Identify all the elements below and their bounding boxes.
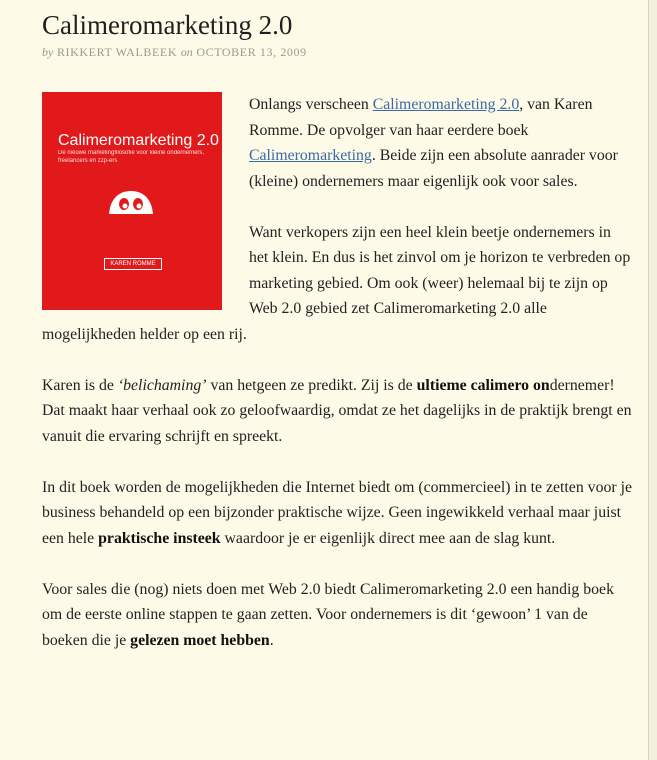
link-calimeromarketing[interactable]: Calimeromarketing — [249, 147, 372, 164]
p3-text-1: Karen is de — [42, 376, 118, 394]
cover-title: Calimeromarketing 2.0 — [58, 132, 219, 149]
p1-text-3: . Beide zijn een absolute aanrader voor (kleine) ondernemers maar eigenlijk ook voor sales. — [249, 147, 618, 190]
p5-bold: gelezen moet hebben — [130, 631, 270, 649]
cover-subtitle: De nieuwe marketingfilosofie voor kleine ondernemers, freelancers en zzp-ers — [58, 150, 205, 164]
byline-date: OCTOBER 13, 2009 — [196, 45, 307, 59]
p5-text-2: . — [269, 631, 274, 649]
book-cover-image — [42, 92, 222, 310]
p4-text-2: waardoor je er eigenlijk direct mee aan de slag kunt. — [220, 529, 556, 547]
p4-text-1: In dit boek worden de mogelijkheden die Internet biedt om (commercieel) in te zetten voor je business behandeld op een bijzonder praktische wijze. Geen ingewikkeld verhaal maar juist een hele — [42, 478, 632, 547]
post-byline — [42, 45, 307, 60]
post-title[interactable]: Calimeromarketing 2.0 — [42, 10, 293, 40]
p5-text-1: Voor sales die (nog) niets doen met Web 2.0 biedt Calimeromarketing 2.0 een handig boek om de eerste online stappen te gaan zetten. Voor ondernemers is dit ‘gewoon’ 1 van de boeken die je — [42, 580, 614, 649]
p3-text-2: van hetgeen ze predikt. Zij is de — [206, 376, 417, 394]
calimero-mascot-icon — [105, 187, 157, 219]
paragraph-2: Want verkopers zijn een heel klein beetje ondernemers in het klein. En dus is het zinvol om je horizon te verbreden op marketing gebied. Om ook (weer) helemaal bij te zijn op Web 2.0 gebied zet Calimeromarketing 2.0 alle mogelijkheden helder op een rij. — [42, 223, 631, 343]
p1-text-2: , van Karen Romme. De opvolger van haar eerdere boek — [249, 96, 593, 139]
p3-bold: ultieme calimero on — [416, 376, 550, 394]
byline-author[interactable]: RIKKERT WALBEEK — [56, 45, 178, 59]
p3-emphasis: ‘belichaming’ — [117, 376, 207, 394]
post-content — [42, 92, 632, 679]
page-scroll-edge — [649, 0, 657, 760]
p1-text-1: Onlangs verscheen — [249, 96, 373, 113]
link-calimeromarketing-2[interactable]: Calimeromarketing 2.0 — [372, 96, 520, 113]
paragraph-3 — [42, 373, 632, 450]
p3-text-3: dernemer! Dat maakt haar verhaal ook zo geloofwaardig, omdat ze het dagelijks in de praktijk brengt en vanuit die ervaring schrijft en spreekt. — [42, 376, 632, 445]
paragraph-4 — [42, 475, 632, 552]
cover-author: KAREN ROMME — [104, 258, 162, 270]
paragraph-5 — [42, 577, 632, 654]
p4-bold: praktische insteek — [98, 529, 221, 547]
byline-by: by — [42, 45, 54, 59]
byline-on: on — [180, 45, 193, 59]
